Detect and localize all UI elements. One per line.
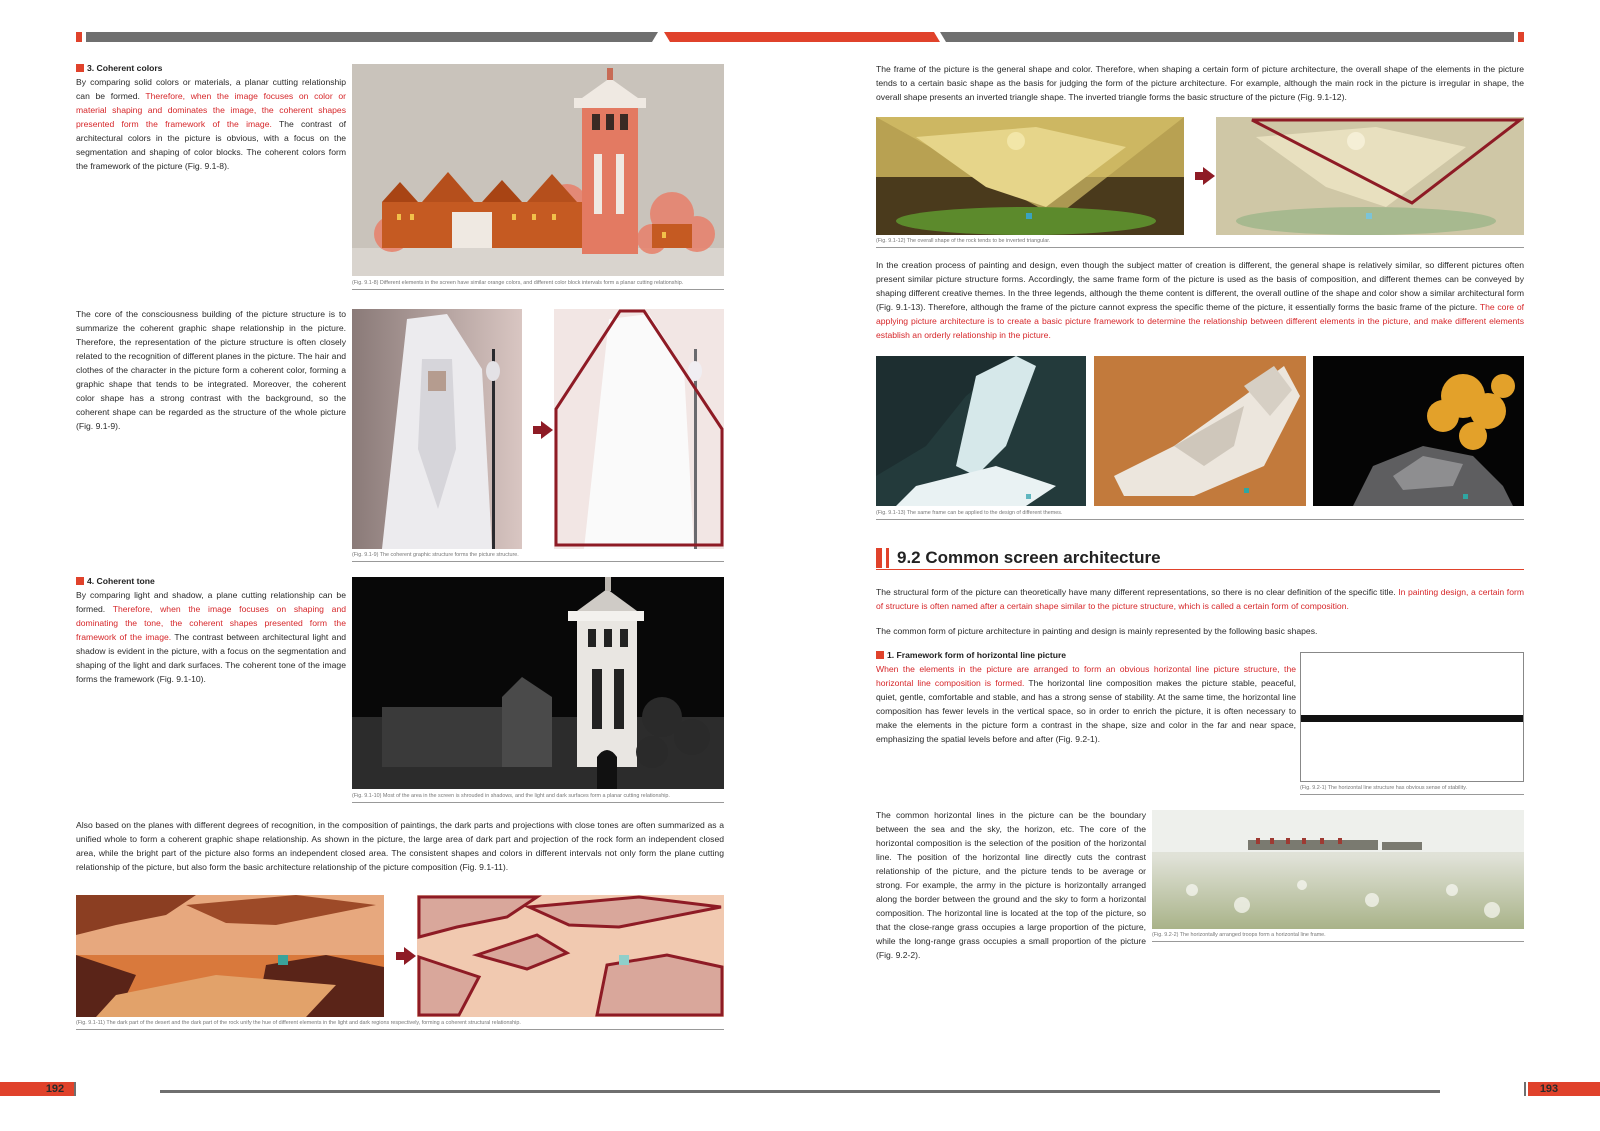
paragraph-common-form: The common form of picture architecture in painting and design is mainly represented by the following basic shapes.	[876, 626, 1318, 636]
figure-9-1-8-architecture-orange	[352, 64, 724, 276]
top-header-bar	[0, 0, 1600, 44]
section-heading-coherent-colors: 3. Coherent colors	[76, 62, 346, 74]
caption-fig-9-2-1: (Fig. 9.2-1) The horizontal line structure has obvious sense of stability.	[1300, 785, 1524, 795]
page-number: 193	[1539, 1083, 1559, 1095]
paragraph-horizontal-lines-examples: The common horizontal lines in the picture can be the boundary between the sea and the sky, the horizon, etc. The core of the horizontal composition is the selection of the position of the horizontal line. The position of the horizontal line directly cuts the contrast relationship of the picture, and the picture tends to be average or strong. For example, the army in the picture is horizontally arranged along the border between the ground and the sky to form a horizontal composition. The horizontal line is located at the top of the picture, so that the close-range grass occupies a large proportion of the picture, while the long-range grass occupies a small proportion of the picture (Fig. 9.2-2).	[876, 810, 1146, 960]
paragraph-coherent-graphic-shape: The core of the consciousness building of the picture structure is to summarize the coherent graphic shape relationship in the picture. Therefore, the representation of the picture structure is often closely related to the recognition of different planes in the picture. The hair and clothes of the character in the picture form a coherent color, forming a graphic shape that tends to be integrated. Moreover, the coherent color shape has a strong contrast with the background, so the coherent shape can be regarded as the structure of the whole picture (Fig. 9.1-9).	[76, 309, 346, 431]
arrow-right-icon	[404, 947, 416, 965]
caption-fig-9-1-10: (Fig. 9.1-10) Most of the area in the screen is shrouded in shadows, and the light and dark surfaces form a planar cutting relationship.	[352, 793, 724, 803]
paragraph-structural-form: The structural form of the picture can theoretically have many different representations, so there is no clear definition of the specific title. In painting design, a certain form of structure is often named after a certain shape similar to the picture structure, which is called a certain form of composition.	[876, 587, 1524, 611]
figure-9-1-11-desert	[76, 895, 384, 1017]
section-title-marker-2	[886, 548, 889, 568]
figure-9-1-13-rock-orange	[1094, 356, 1306, 506]
horizontal-line	[1301, 715, 1523, 722]
figure-9-1-13-tree-dark	[1313, 356, 1524, 506]
paragraph-horizontal-line: When the elements in the picture are arranged to form an obvious horizontal line picture structure, the horizontal line composition is formed. The horizontal line composition makes the picture stable, peaceful, quiet, gentle, comfortable and stable, and has a strong sense of stability. At the same time, the horizontal line composition has fewer levels in the vertical space, so in order to enrich the picture, it is often necessary to make the elements in the picture form a contrast in the shape, size and color in the far and near space, emphasizing the spatial levels before and after (Fig. 9.2-1).	[876, 664, 1297, 744]
page-number-badge-left	[0, 1082, 76, 1096]
paragraph-similar-structure: In the creation process of painting and design, even though the subject matter of creation is different, the general shape is relatively similar, so different pictures often present similar picture structure forms. Accordingly, the same frame form of the picture is used as the basis of composition, and different themes can be conveyed by shaping different creative themes. In the three legends, although the theme content is different, the overall outline of the shape and color show a similar architectural form (Fig. 9.1-13). Therefore, although the frame of the picture cannot express the specific theme of the picture, it essentially forms the basic frame of the picture. The core of applying picture architecture is to create a basic picture framework to determine the relationship between different elements in the picture, and make different elements establish an orderly relationship in the picture.	[876, 260, 1524, 340]
caption-fig-9-1-12: (Fig. 9.1-12) The overall shape of the rock tends to be inverted triangular.	[876, 238, 1524, 248]
footer-line	[160, 1090, 1440, 1093]
caption-fig-9-2-2: (Fig. 9.2-2) The horizontally arranged troops form a horizontal line frame.	[1152, 932, 1524, 942]
figure-9-1-10-architecture-dark	[352, 577, 724, 789]
figure-9-1-12-rock-outlined	[1216, 117, 1524, 235]
figure-9-2-1-horizontal-line-diagram	[1300, 652, 1524, 782]
section-heading-coherent-tone: 4. Coherent tone	[76, 575, 346, 587]
figure-9-1-13-waterfall	[876, 356, 1086, 506]
section-heading-horizontal-line: 1. Framework form of horizontal line picture	[876, 649, 1296, 661]
caption-fig-9-1-8: (Fig. 9.1-8) Different elements in the screen have similar orange colors, and different color block intervals form a planar cutting relationship.	[352, 280, 724, 290]
section-title-marker	[876, 548, 882, 568]
caption-fig-9-1-11: (Fig. 9.1-11) The dark part of the desert and the dark part of the rock unify the hue of different elements in the light and dark regions respectively, forming a coherent structural relationship.	[76, 1020, 724, 1030]
caption-fig-9-1-13: (Fig. 9.1-13) The same frame can be applied to the design of different themes.	[876, 510, 1524, 520]
section-title-9-2: 9.2 Common screen architecture	[876, 546, 1524, 570]
page-number-badge-right	[1528, 1082, 1600, 1096]
caption-fig-9-1-9: (Fig. 9.1-9) The coherent graphic structure forms the picture structure.	[352, 552, 724, 562]
page-number: 192	[45, 1083, 65, 1095]
figure-9-1-12-rock	[876, 117, 1184, 235]
figure-9-1-9-wizard	[352, 309, 522, 549]
arrow-right-icon	[1203, 167, 1215, 185]
paragraph-dark-parts-projection: Also based on the planes with different degrees of recognition, in the composition of paintings, the dark parts and projections with close tones are often summarized as a unified whole to form a coherent graphic shape relationship. As shown in the picture, the large area of dark part and projection of the rock form an independent closed area, while the bright part of the picture also forms an independent closed area. The consistent shapes and colors in different intervals not only form the plane cutting relationship of the picture, but also form the basic architecture relationship of the picture composition (Fig. 9.1-11).	[76, 820, 724, 872]
arrow-right-icon	[541, 421, 553, 439]
paragraph-coherent-colors: By comparing solid colors or materials, a planar cutting relationship can be formed. Therefore, when the image focuses on color or material shaping and dominates the image, the coherent shapes presented form the framework of the image. The contrast of architectural colors in the picture is obvious, with a focus on the segmentation and shaping of color blocks. The coherent colors form the framework of the picture (Fig. 9.1-8).	[76, 77, 347, 171]
figure-9-2-2-army-grassland	[1152, 810, 1524, 929]
footer-divider-right	[1524, 1082, 1526, 1096]
paragraph-coherent-tone: By comparing light and shadow, a plane cutting relationship can be formed. Therefore, when the image focuses on shaping and dominating the tone, the coherent shapes presented form the framework of the image. The contrast between architectural light and shadow is evident in the picture, with a focus on the segmentation and shaping of the light and dark surfaces. The coherent tone of the image forms the framework (Fig. 9.1-10).	[76, 590, 346, 684]
figure-9-1-9-wizard-outlined	[554, 309, 724, 549]
figure-9-1-11-desert-outlined	[417, 895, 724, 1017]
footer-divider-left	[74, 1082, 76, 1096]
paragraph-frame-general-shape: The frame of the picture is the general shape and color. Therefore, when shaping a certain form of picture architecture, the overall shape of the elements in the picture tends to a certain basic shape as the basis for judging the form of the picture architecture. For example, although the main rock in the picture is irregular in shape, the overall shape presents an inverted triangle shape. The inverted triangle forms the basic structure of the picture (Fig. 9.1-12).	[876, 64, 1524, 102]
